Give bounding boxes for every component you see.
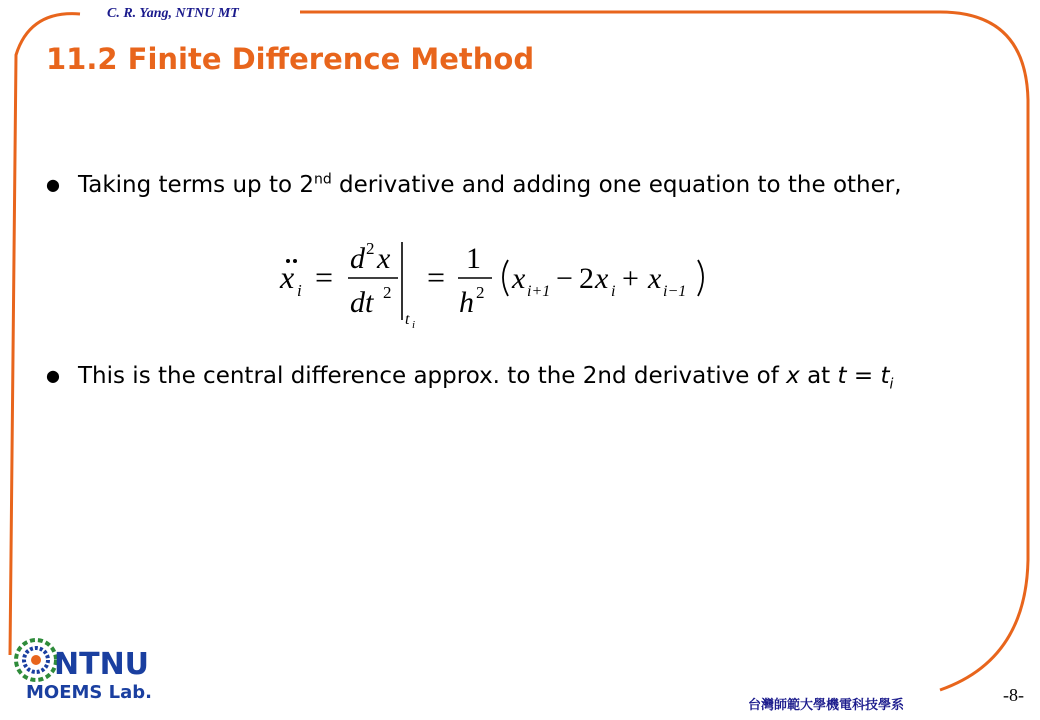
second-derivative-equation (270, 232, 740, 332)
eq-num-d: d (350, 242, 365, 275)
eq-term2-var: x (595, 262, 609, 295)
footer-department: 台灣師範大學機電科技學系 (748, 698, 905, 713)
eq-minus: − (556, 262, 573, 295)
eq-num-x: x (377, 242, 391, 275)
eq-num-sq: 2 (366, 239, 375, 258)
eq-term3-var: x (648, 262, 662, 295)
eq-eval-t: t (405, 311, 410, 328)
eq-lhs-sub: i (297, 281, 302, 300)
bullet-dot-icon: ● (46, 175, 60, 194)
eq-term1-var: x (512, 262, 526, 295)
ntnu-moems-lab-logo (8, 630, 178, 710)
eq-term2-sub: i (611, 283, 616, 300)
bullet-text-2: This is the central difference approx. to the 2nd derivative of x at $t = t_i$ (78, 363, 894, 393)
eq-coef-num: 1 (466, 242, 481, 275)
eq-equals-1: = (315, 259, 334, 295)
bullet-text-1: Taking terms up to 2nd derivative and adding one equation to the other, (78, 171, 902, 198)
header-author: C. R. Yang, NTNU MT (107, 6, 239, 21)
logo-line1: NTNU (54, 647, 150, 682)
eq-term1-sub: i+1 (527, 283, 551, 300)
slide-title: 11.2 Finite Difference Method (46, 42, 535, 76)
bullet-dot-icon: ● (46, 366, 60, 385)
eq-eval-sub: i (412, 319, 416, 331)
eq-plus: + (622, 262, 639, 295)
logo-line2: MOEMS Lab. (26, 682, 152, 703)
eq-coef2: 2 (579, 262, 594, 295)
eq-coef-sq: 2 (476, 283, 485, 302)
gear-emblem-icon (16, 640, 56, 680)
page-number: -8- (1003, 685, 1024, 705)
eq-den-sq: 2 (383, 283, 392, 302)
eq-lhs-var: x (280, 259, 295, 295)
eq-den-dt: dt (350, 286, 374, 319)
eq-term3-sub: i−1 (663, 283, 687, 300)
eq-coef-den: h (459, 286, 474, 319)
eq-equals-2: = (427, 259, 446, 295)
